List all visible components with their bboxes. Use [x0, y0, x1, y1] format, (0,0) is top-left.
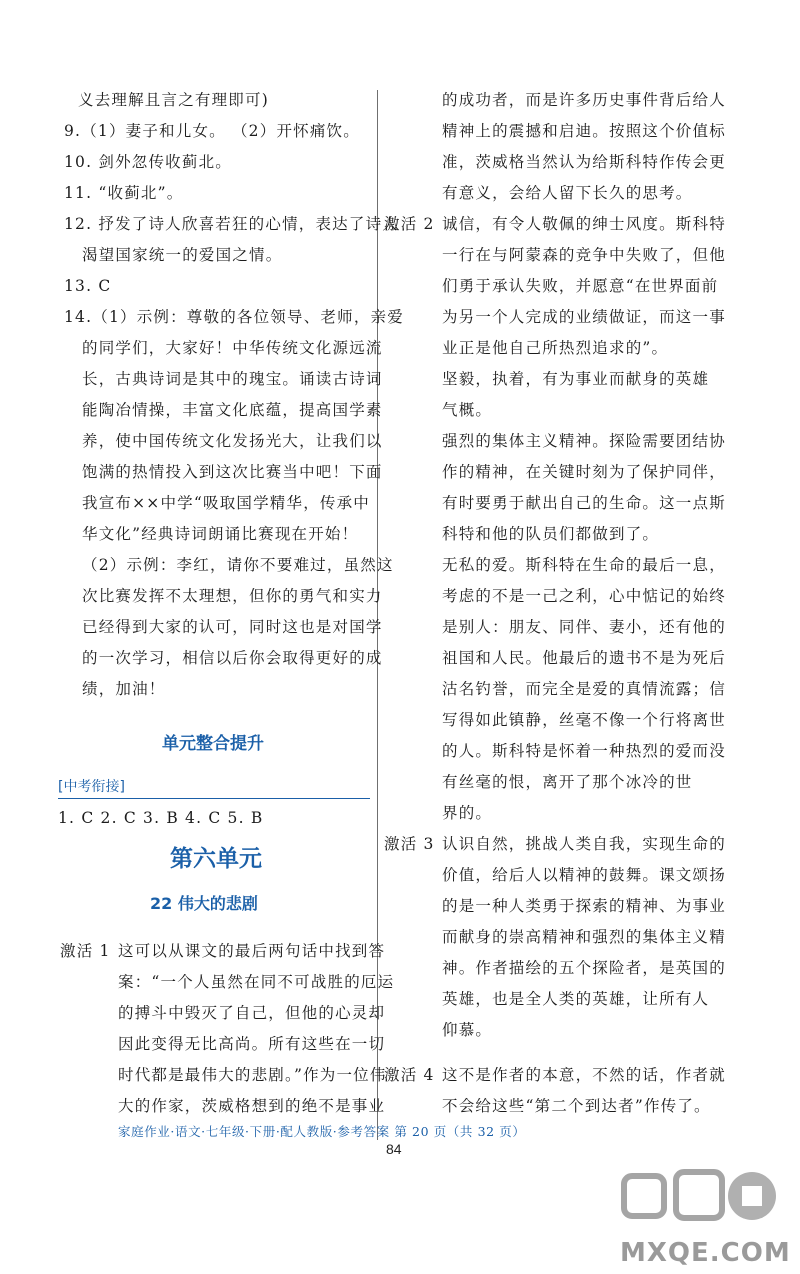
text-line: 祖国和人民。他最后的遗书不是为死后: [442, 649, 726, 667]
text-line: 的是一种人类勇于探索的精神、为事业: [442, 897, 726, 915]
watermark-logo: [610, 1158, 791, 1270]
unit-title: 第六单元: [170, 846, 262, 872]
zhongkao-answers: 1. C 2. C 3. B 4. C 5. B: [58, 809, 264, 827]
text-line: 渴望国家统一的爱国之情。: [82, 246, 283, 264]
text-line: 气概。: [442, 401, 493, 419]
watermark-logo-icon: [610, 1158, 786, 1238]
answer-10: 10. 剑外忽传收蓟北。: [64, 153, 232, 171]
text-line: 时代都是最伟大的悲剧。”作为一位伟: [118, 1066, 387, 1084]
text-line: 有意义，会给人留下长久的思考。: [442, 184, 693, 202]
text-line: 们勇于承认失败，并愿意“在世界面前: [442, 277, 719, 295]
text-line: 有丝毫的恨，离开了那个冰冷的世: [442, 773, 693, 791]
text-line: 我宣布××中学“吸取国学精华，传承中: [82, 494, 370, 512]
text-line: 这不是作者的本意，不然的话，作者就: [442, 1066, 726, 1084]
text-line: 这可以从课文的最后两句话中找到答: [118, 942, 386, 960]
text-line: 次比赛发挥不太理想，但你的勇气和实力: [82, 587, 383, 605]
text-line: 绩，加油！: [82, 680, 166, 698]
answer-13: 13. C: [64, 277, 112, 295]
text-line: 有时要勇于献出自己的生命。这一点斯: [442, 494, 726, 512]
text-line: 的成功者，而是许多历史事件背后给人: [442, 91, 726, 109]
text-line: 为另一个人完成的业绩做证，而这一事: [442, 308, 726, 326]
zhongkao-label: [中考衔接]: [58, 779, 125, 795]
watermark-text: MXQE.COM: [620, 1238, 791, 1268]
text-line: 考虑的不是一己之利，心中惦记的始终: [442, 587, 726, 605]
text-line: （2）示例：李红，请你不要难过，虽然这: [82, 556, 394, 574]
jihuo-label: 激活 1: [60, 942, 111, 960]
text-line: 义去理解且言之有理即可): [78, 91, 269, 109]
text-line: 神。作者描绘的五个探险者，是英国的: [442, 959, 726, 977]
text-line: 长，古典诗词是其中的瑰宝。诵读古诗词: [82, 370, 383, 388]
text-line: 写得如此镇静，丝毫不像一个行将离世: [442, 711, 726, 729]
text-line: 的人。斯科特是怀着一种热烈的爱而没: [442, 742, 726, 760]
text-line: 的同学们，大家好！中华传统文化源远流: [82, 339, 383, 357]
running-footer: 家庭作业·语文·七年级·下册·配人教版·参考答案 第 20 页（共 32 页）: [118, 1124, 526, 1139]
zhongkao-rule: [58, 798, 370, 799]
text-line: 华文化”经典诗词朗诵比赛现在开始！: [82, 525, 359, 543]
text-line: 案：“一个人虽然在同不可战胜的厄运: [118, 973, 395, 991]
text-line: 界的。: [442, 804, 493, 822]
text-line: 而献身的崇高精神和强烈的集体主义精: [442, 928, 726, 946]
text-line: 沽名钓誉，而完全是爱的真情流露；信: [442, 680, 726, 698]
answer-11: 11. “收蓟北”。: [64, 184, 184, 202]
text-line: 饱满的热情投入到这次比赛当中吧！下面: [82, 463, 383, 481]
section-title: 单元整合提升: [162, 734, 264, 754]
answer-12: 12. 抒发了诗人欣喜若狂的心情，表达了诗人: [64, 215, 399, 233]
text-line: 是别人：朋友、同伴、妻小，还有他的: [442, 618, 726, 636]
text-line: 认识自然，挑战人类自我，实现生命的: [442, 835, 726, 853]
text-line: 一行在与阿蒙森的竞争中失败了，但他: [442, 246, 726, 264]
text-line: 的一次学习，相信以后你会取得更好的成: [82, 649, 383, 667]
text-line: 英雄，也是全人类的英雄，让所有人: [442, 990, 710, 1008]
text-line: 的搏斗中毁灭了自己，但他的心灵却: [118, 1004, 386, 1022]
jihuo-label: 激活 2: [384, 215, 435, 233]
text-line: 仰慕。: [442, 1021, 493, 1039]
text-line: 诚信，有令人敬佩的绅士风度。斯科特: [442, 215, 726, 233]
text-line: 坚毅，执着，有为事业而献身的英雄: [442, 370, 710, 388]
text-line: 因此变得无比高尚。所有这些在一切: [118, 1035, 386, 1053]
text-line: 准，茨威格当然认为给斯科特作传会更: [442, 153, 726, 171]
answer-14: 14.（1）示例：尊敬的各位领导、老师，亲爱: [64, 308, 404, 326]
jihuo-label: 激活 3: [384, 835, 435, 853]
text-line: 能陶冶情操，丰富文化底蕴，提高国学素: [82, 401, 383, 419]
text-line: 价值，给后人以精神的鼓舞。课文颂扬: [442, 866, 726, 884]
text-line: 养，使中国传统文化发扬光大，让我们以: [82, 432, 383, 450]
answer-9: 9.（1）妻子和儿女。 （2）开怀痛饮。: [64, 122, 360, 140]
text-line: 科特和他的队员们都做到了。: [442, 525, 660, 543]
page-number: 84: [386, 1141, 402, 1157]
text-line: 不会给这些“第二个到达者”作传了。: [442, 1097, 711, 1115]
text-line: 精神上的震撼和启迪。按照这个价值标: [442, 122, 726, 140]
text-line: 强烈的集体主义精神。探险需要团结协: [442, 432, 726, 450]
text-line: 大的作家，茨威格想到的绝不是事业: [118, 1097, 386, 1115]
lesson-title: 22 伟大的悲剧: [150, 894, 258, 913]
jihuo-label: 激活 4: [384, 1066, 435, 1084]
text-line: 无私的爱。斯科特在生命的最后一息，: [442, 556, 726, 574]
text-line: 作的精神，在关键时刻为了保护同伴，: [442, 463, 726, 481]
text-line: 已经得到大家的认可，同时这也是对国学: [82, 618, 383, 636]
text-line: 业正是他自己所热烈追求的”。: [442, 339, 669, 357]
